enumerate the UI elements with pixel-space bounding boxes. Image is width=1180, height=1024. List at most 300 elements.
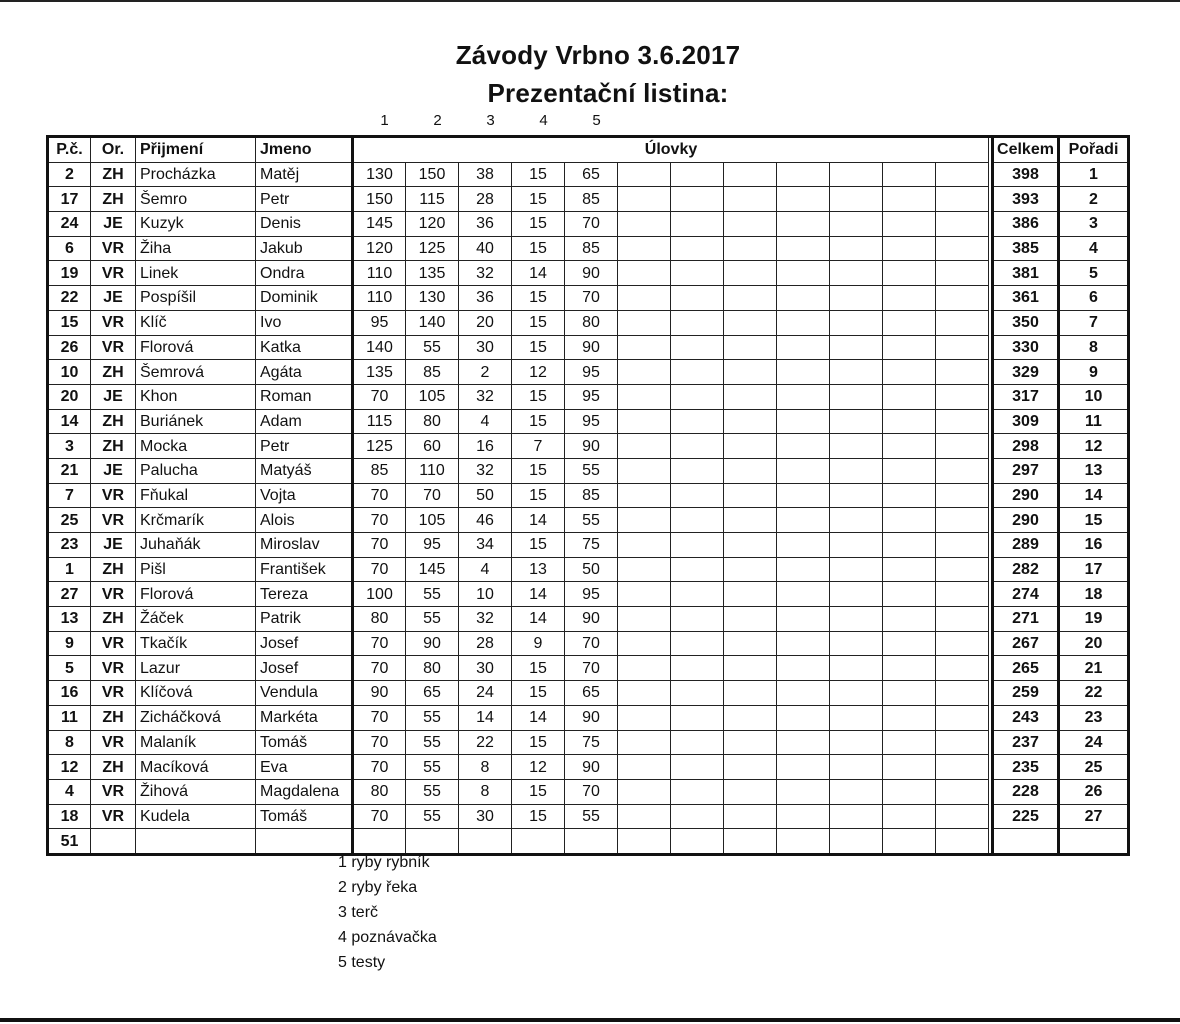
table-row [48, 755, 1129, 780]
cell-score: 8 [459, 755, 512, 780]
cell-or: JE [91, 458, 136, 483]
cell-pc: 19 [48, 261, 91, 286]
cell-or: VR [91, 779, 136, 804]
header-or: Or. [91, 137, 136, 163]
cell-pc: 9 [48, 631, 91, 656]
cell-firstname: František [256, 557, 353, 582]
cell-total: 282 [993, 557, 1059, 582]
cell-firstname: Josef [256, 656, 353, 681]
cell-score: 15 [512, 409, 565, 434]
cell-empty-score [724, 829, 777, 855]
cell-empty-score [830, 631, 883, 656]
cell-rank: 4 [1059, 236, 1129, 261]
cell-score: 32 [459, 261, 512, 286]
cell-empty-score [830, 286, 883, 311]
cell-empty-score [777, 607, 830, 632]
cell-empty-score [777, 533, 830, 558]
cell-empty-score [724, 779, 777, 804]
cell-empty-score [724, 384, 777, 409]
cell-firstname: Ondra [256, 261, 353, 286]
cell-score: 110 [353, 261, 406, 286]
cell-score: 145 [406, 557, 459, 582]
cell-pc: 1 [48, 557, 91, 582]
cell-score: 70 [565, 286, 618, 311]
cell-firstname: Denis [256, 212, 353, 237]
cell-empty-score [618, 335, 671, 360]
bottom-border-line [0, 1018, 1180, 1022]
cell-or: VR [91, 656, 136, 681]
cell-rank: 1 [1059, 162, 1129, 187]
cell-surname: Florová [136, 582, 256, 607]
cell-surname: Klíčová [136, 681, 256, 706]
cell-empty-score [777, 582, 830, 607]
cell-empty-score [777, 705, 830, 730]
cell-score: 135 [406, 261, 459, 286]
cell-empty-score [618, 212, 671, 237]
cell-score: 70 [406, 483, 459, 508]
cell-score: 15 [512, 483, 565, 508]
cell-empty-score [618, 804, 671, 829]
cell-empty-score [883, 236, 936, 261]
cell-empty-score [724, 508, 777, 533]
cell-score: 140 [353, 335, 406, 360]
cell-empty-score [830, 310, 883, 335]
cell-firstname: Alois [256, 508, 353, 533]
cell-empty-score [883, 483, 936, 508]
cell-score: 55 [406, 705, 459, 730]
cell-firstname: Vojta [256, 483, 353, 508]
cell-empty-score [671, 607, 724, 632]
cell-score: 30 [459, 335, 512, 360]
cell-empty-score [724, 656, 777, 681]
cell-total: 289 [993, 533, 1059, 558]
cell-total: 267 [993, 631, 1059, 656]
cell-score: 4 [459, 409, 512, 434]
cell-score: 115 [353, 409, 406, 434]
cell-empty-score [936, 557, 989, 582]
cell-score: 65 [565, 681, 618, 706]
cell-firstname: Katka [256, 335, 353, 360]
cell-rank: 26 [1059, 779, 1129, 804]
cell-or: VR [91, 483, 136, 508]
cell-score: 120 [406, 212, 459, 237]
table-row [48, 804, 1129, 829]
cell-empty-score [671, 212, 724, 237]
cell-score: 70 [565, 779, 618, 804]
cell-pc: 3 [48, 434, 91, 459]
cell-score: 70 [353, 730, 406, 755]
table-row [48, 582, 1129, 607]
cell-empty-score [883, 187, 936, 212]
cell-score: 145 [353, 212, 406, 237]
cell-score: 110 [406, 458, 459, 483]
legend-item: 3 terč [338, 904, 379, 921]
cell-total: 271 [993, 607, 1059, 632]
cell-score: 50 [565, 557, 618, 582]
cell-pc: 15 [48, 310, 91, 335]
cell-empty-score [777, 384, 830, 409]
cell-pc: 8 [48, 730, 91, 755]
cell-empty-score [724, 286, 777, 311]
legend-item: 1 ryby rybník [338, 854, 430, 871]
cell-score: 85 [406, 360, 459, 385]
cell-empty-score [618, 286, 671, 311]
cell-surname: Žihová [136, 779, 256, 804]
cell-score: 150 [406, 162, 459, 187]
cell-score: 110 [353, 286, 406, 311]
cell-empty-score [777, 804, 830, 829]
cell-empty-score [618, 236, 671, 261]
cell-empty-score [671, 310, 724, 335]
cell-rank: 9 [1059, 360, 1129, 385]
cell-empty-score [936, 656, 989, 681]
cell-total: 329 [993, 360, 1059, 385]
cell-empty-score [618, 779, 671, 804]
cell-total: 290 [993, 508, 1059, 533]
header-total: Celkem [993, 137, 1059, 163]
cell-score: 95 [406, 533, 459, 558]
cell-score: 90 [565, 607, 618, 632]
cell-empty-score [883, 162, 936, 187]
cell-total: 237 [993, 730, 1059, 755]
cell-score: 14 [459, 705, 512, 730]
cell-rank: 2 [1059, 187, 1129, 212]
cell-empty-score [618, 162, 671, 187]
cell-empty-score [777, 631, 830, 656]
cell-empty-score [936, 705, 989, 730]
cell-pc: 12 [48, 755, 91, 780]
cell-empty-score [883, 557, 936, 582]
cell-or: ZH [91, 705, 136, 730]
cell-score: 130 [406, 286, 459, 311]
cell-firstname: Petr [256, 434, 353, 459]
cell-empty-score [618, 755, 671, 780]
cell-empty-score [671, 557, 724, 582]
cell-empty-score [777, 236, 830, 261]
cell-empty-score [724, 557, 777, 582]
cell-surname: Pospíšil [136, 286, 256, 311]
document-title: Závody Vrbno 3.6.2017 [455, 40, 741, 70]
cell-empty-score [883, 779, 936, 804]
cell-total: 259 [993, 681, 1059, 706]
cell-empty-score [883, 384, 936, 409]
cell-firstname: Patrik [256, 607, 353, 632]
cell-score: 65 [565, 162, 618, 187]
cell-empty-score [883, 607, 936, 632]
cell-empty-score [777, 434, 830, 459]
cell-surname: Khon [136, 384, 256, 409]
cell-empty-score [671, 236, 724, 261]
cell-or: VR [91, 631, 136, 656]
cell-score: 16 [459, 434, 512, 459]
cell-score: 15 [512, 533, 565, 558]
cell-empty-score [671, 187, 724, 212]
cell-score: 150 [353, 187, 406, 212]
cell-score: 55 [565, 508, 618, 533]
cell-empty-score [830, 582, 883, 607]
cell-empty-score [936, 335, 989, 360]
cell-empty-score [883, 829, 936, 855]
cell-score [512, 829, 565, 855]
cell-rank: 15 [1059, 508, 1129, 533]
cell-empty-score [883, 409, 936, 434]
cell-rank: 13 [1059, 458, 1129, 483]
cell-empty-score [724, 409, 777, 434]
cell-pc: 11 [48, 705, 91, 730]
cell-firstname: Tomáš [256, 730, 353, 755]
registration-table [46, 135, 1130, 856]
cell-score: 14 [512, 582, 565, 607]
cell-rank: 25 [1059, 755, 1129, 780]
cell-empty-score [777, 335, 830, 360]
cell-score: 90 [565, 434, 618, 459]
cell-empty-score [936, 360, 989, 385]
table-row [48, 187, 1129, 212]
cell-empty-score [830, 236, 883, 261]
cell-empty-score [777, 557, 830, 582]
cell-score: 70 [565, 656, 618, 681]
cell-score: 38 [459, 162, 512, 187]
cell-score: 15 [512, 730, 565, 755]
cell-score: 95 [565, 384, 618, 409]
cell-score: 15 [512, 162, 565, 187]
cell-rank [1059, 829, 1129, 855]
cell-score: 28 [459, 187, 512, 212]
cell-score: 12 [512, 360, 565, 385]
cell-empty-score [618, 508, 671, 533]
cell-empty-score [618, 187, 671, 212]
cell-total [993, 829, 1059, 855]
table-row [48, 681, 1129, 706]
header-surname: Přijmení [136, 137, 256, 163]
cell-empty-score [936, 730, 989, 755]
cell-firstname: Tereza [256, 582, 353, 607]
cell-empty-score [936, 607, 989, 632]
cell-empty-score [724, 335, 777, 360]
cell-or: JE [91, 286, 136, 311]
cell-empty-score [724, 582, 777, 607]
cell-empty-score [830, 483, 883, 508]
cell-score: 65 [406, 681, 459, 706]
cell-firstname: Agáta [256, 360, 353, 385]
cell-empty-score [724, 607, 777, 632]
cell-surname: Žiha [136, 236, 256, 261]
cell-empty-score [777, 187, 830, 212]
cell-rank: 11 [1059, 409, 1129, 434]
cell-total: 398 [993, 162, 1059, 187]
cell-total: 228 [993, 779, 1059, 804]
column-number: 2 [433, 112, 442, 129]
cell-empty-score [936, 212, 989, 237]
header-pc: P.č. [48, 137, 91, 163]
cell-empty-score [777, 755, 830, 780]
cell-pc: 51 [48, 829, 91, 855]
cell-empty-score [883, 730, 936, 755]
cell-score: 12 [512, 755, 565, 780]
cell-rank: 14 [1059, 483, 1129, 508]
table-row [48, 829, 1129, 855]
cell-score: 70 [353, 804, 406, 829]
cell-empty-score [830, 384, 883, 409]
cell-empty-score [883, 212, 936, 237]
cell-rank: 17 [1059, 557, 1129, 582]
cell-empty-score [777, 261, 830, 286]
cell-score [459, 829, 512, 855]
cell-surname [136, 829, 256, 855]
cell-score: 90 [565, 705, 618, 730]
cell-score: 95 [565, 409, 618, 434]
table-row [48, 607, 1129, 632]
cell-score: 15 [512, 656, 565, 681]
cell-empty-score [936, 631, 989, 656]
cell-empty-score [936, 434, 989, 459]
cell-firstname: Josef [256, 631, 353, 656]
cell-score: 36 [459, 286, 512, 311]
table-row [48, 384, 1129, 409]
cell-score: 135 [353, 360, 406, 385]
cell-firstname: Eva [256, 755, 353, 780]
cell-empty-score [671, 483, 724, 508]
cell-total: 385 [993, 236, 1059, 261]
cell-score: 70 [353, 483, 406, 508]
cell-score: 55 [406, 755, 459, 780]
cell-total: 265 [993, 656, 1059, 681]
cell-total: 393 [993, 187, 1059, 212]
cell-score: 15 [512, 458, 565, 483]
cell-total: 298 [993, 434, 1059, 459]
cell-rank: 19 [1059, 607, 1129, 632]
cell-score: 60 [406, 434, 459, 459]
cell-surname: Tkačík [136, 631, 256, 656]
cell-pc: 24 [48, 212, 91, 237]
cell-score: 9 [512, 631, 565, 656]
cell-rank: 8 [1059, 335, 1129, 360]
cell-empty-score [777, 508, 830, 533]
cell-empty-score [671, 458, 724, 483]
cell-empty-score [618, 681, 671, 706]
cell-firstname: Miroslav [256, 533, 353, 558]
table-row [48, 557, 1129, 582]
cell-score: 40 [459, 236, 512, 261]
header-catches: Úlovky [353, 137, 989, 163]
cell-surname: Procházka [136, 162, 256, 187]
cell-score: 55 [406, 582, 459, 607]
cell-rank: 16 [1059, 533, 1129, 558]
cell-score: 30 [459, 656, 512, 681]
cell-empty-score [777, 483, 830, 508]
cell-total: 350 [993, 310, 1059, 335]
cell-firstname: Matyáš [256, 458, 353, 483]
cell-empty-score [830, 656, 883, 681]
cell-score: 14 [512, 261, 565, 286]
cell-empty-score [671, 681, 724, 706]
cell-empty-score [618, 631, 671, 656]
cell-empty-score [777, 681, 830, 706]
cell-empty-score [883, 508, 936, 533]
cell-empty-score [671, 705, 724, 730]
cell-empty-score [883, 458, 936, 483]
cell-firstname: Ivo [256, 310, 353, 335]
table-row [48, 483, 1129, 508]
cell-surname: Florová [136, 335, 256, 360]
cell-surname: Šemro [136, 187, 256, 212]
cell-pc: 23 [48, 533, 91, 558]
cell-empty-score [936, 533, 989, 558]
cell-empty-score [724, 533, 777, 558]
cell-empty-score [883, 360, 936, 385]
cell-empty-score [936, 286, 989, 311]
cell-or: ZH [91, 557, 136, 582]
cell-empty-score [724, 236, 777, 261]
cell-rank: 6 [1059, 286, 1129, 311]
cell-empty-score [830, 458, 883, 483]
cell-firstname: Magdalena [256, 779, 353, 804]
cell-empty-score [671, 779, 724, 804]
cell-empty-score [618, 458, 671, 483]
cell-score: 85 [565, 483, 618, 508]
cell-empty-score [618, 730, 671, 755]
cell-rank: 18 [1059, 582, 1129, 607]
cell-surname: Malaník [136, 730, 256, 755]
cell-score: 22 [459, 730, 512, 755]
table-row [48, 360, 1129, 385]
cell-score: 95 [565, 582, 618, 607]
table-row [48, 212, 1129, 237]
cell-score: 80 [406, 656, 459, 681]
cell-score: 50 [459, 483, 512, 508]
cell-empty-score [830, 557, 883, 582]
cell-empty-score [618, 409, 671, 434]
cell-empty-score [936, 829, 989, 855]
cell-score: 24 [459, 681, 512, 706]
cell-empty-score [830, 607, 883, 632]
cell-rank: 23 [1059, 705, 1129, 730]
cell-total: 330 [993, 335, 1059, 360]
cell-empty-score [724, 261, 777, 286]
cell-empty-score [671, 656, 724, 681]
cell-empty-score [618, 582, 671, 607]
cell-or: VR [91, 730, 136, 755]
table-row [48, 409, 1129, 434]
cell-empty-score [830, 434, 883, 459]
table-row [48, 705, 1129, 730]
cell-score: 20 [459, 310, 512, 335]
cell-empty-score [830, 409, 883, 434]
cell-empty-score [936, 458, 989, 483]
cell-empty-score [618, 483, 671, 508]
cell-empty-score [830, 779, 883, 804]
cell-score: 10 [459, 582, 512, 607]
cell-rank: 20 [1059, 631, 1129, 656]
cell-empty-score [671, 360, 724, 385]
cell-pc: 10 [48, 360, 91, 385]
cell-empty-score [777, 458, 830, 483]
table-row [48, 533, 1129, 558]
cell-empty-score [777, 779, 830, 804]
table-row [48, 458, 1129, 483]
cell-empty-score [618, 607, 671, 632]
cell-empty-score [936, 310, 989, 335]
cell-score: 8 [459, 779, 512, 804]
cell-score: 85 [565, 236, 618, 261]
cell-score: 90 [565, 261, 618, 286]
cell-score: 85 [565, 187, 618, 212]
cell-pc: 27 [48, 582, 91, 607]
cell-empty-score [724, 730, 777, 755]
cell-score: 14 [512, 705, 565, 730]
cell-score: 100 [353, 582, 406, 607]
cell-empty-score [724, 162, 777, 187]
